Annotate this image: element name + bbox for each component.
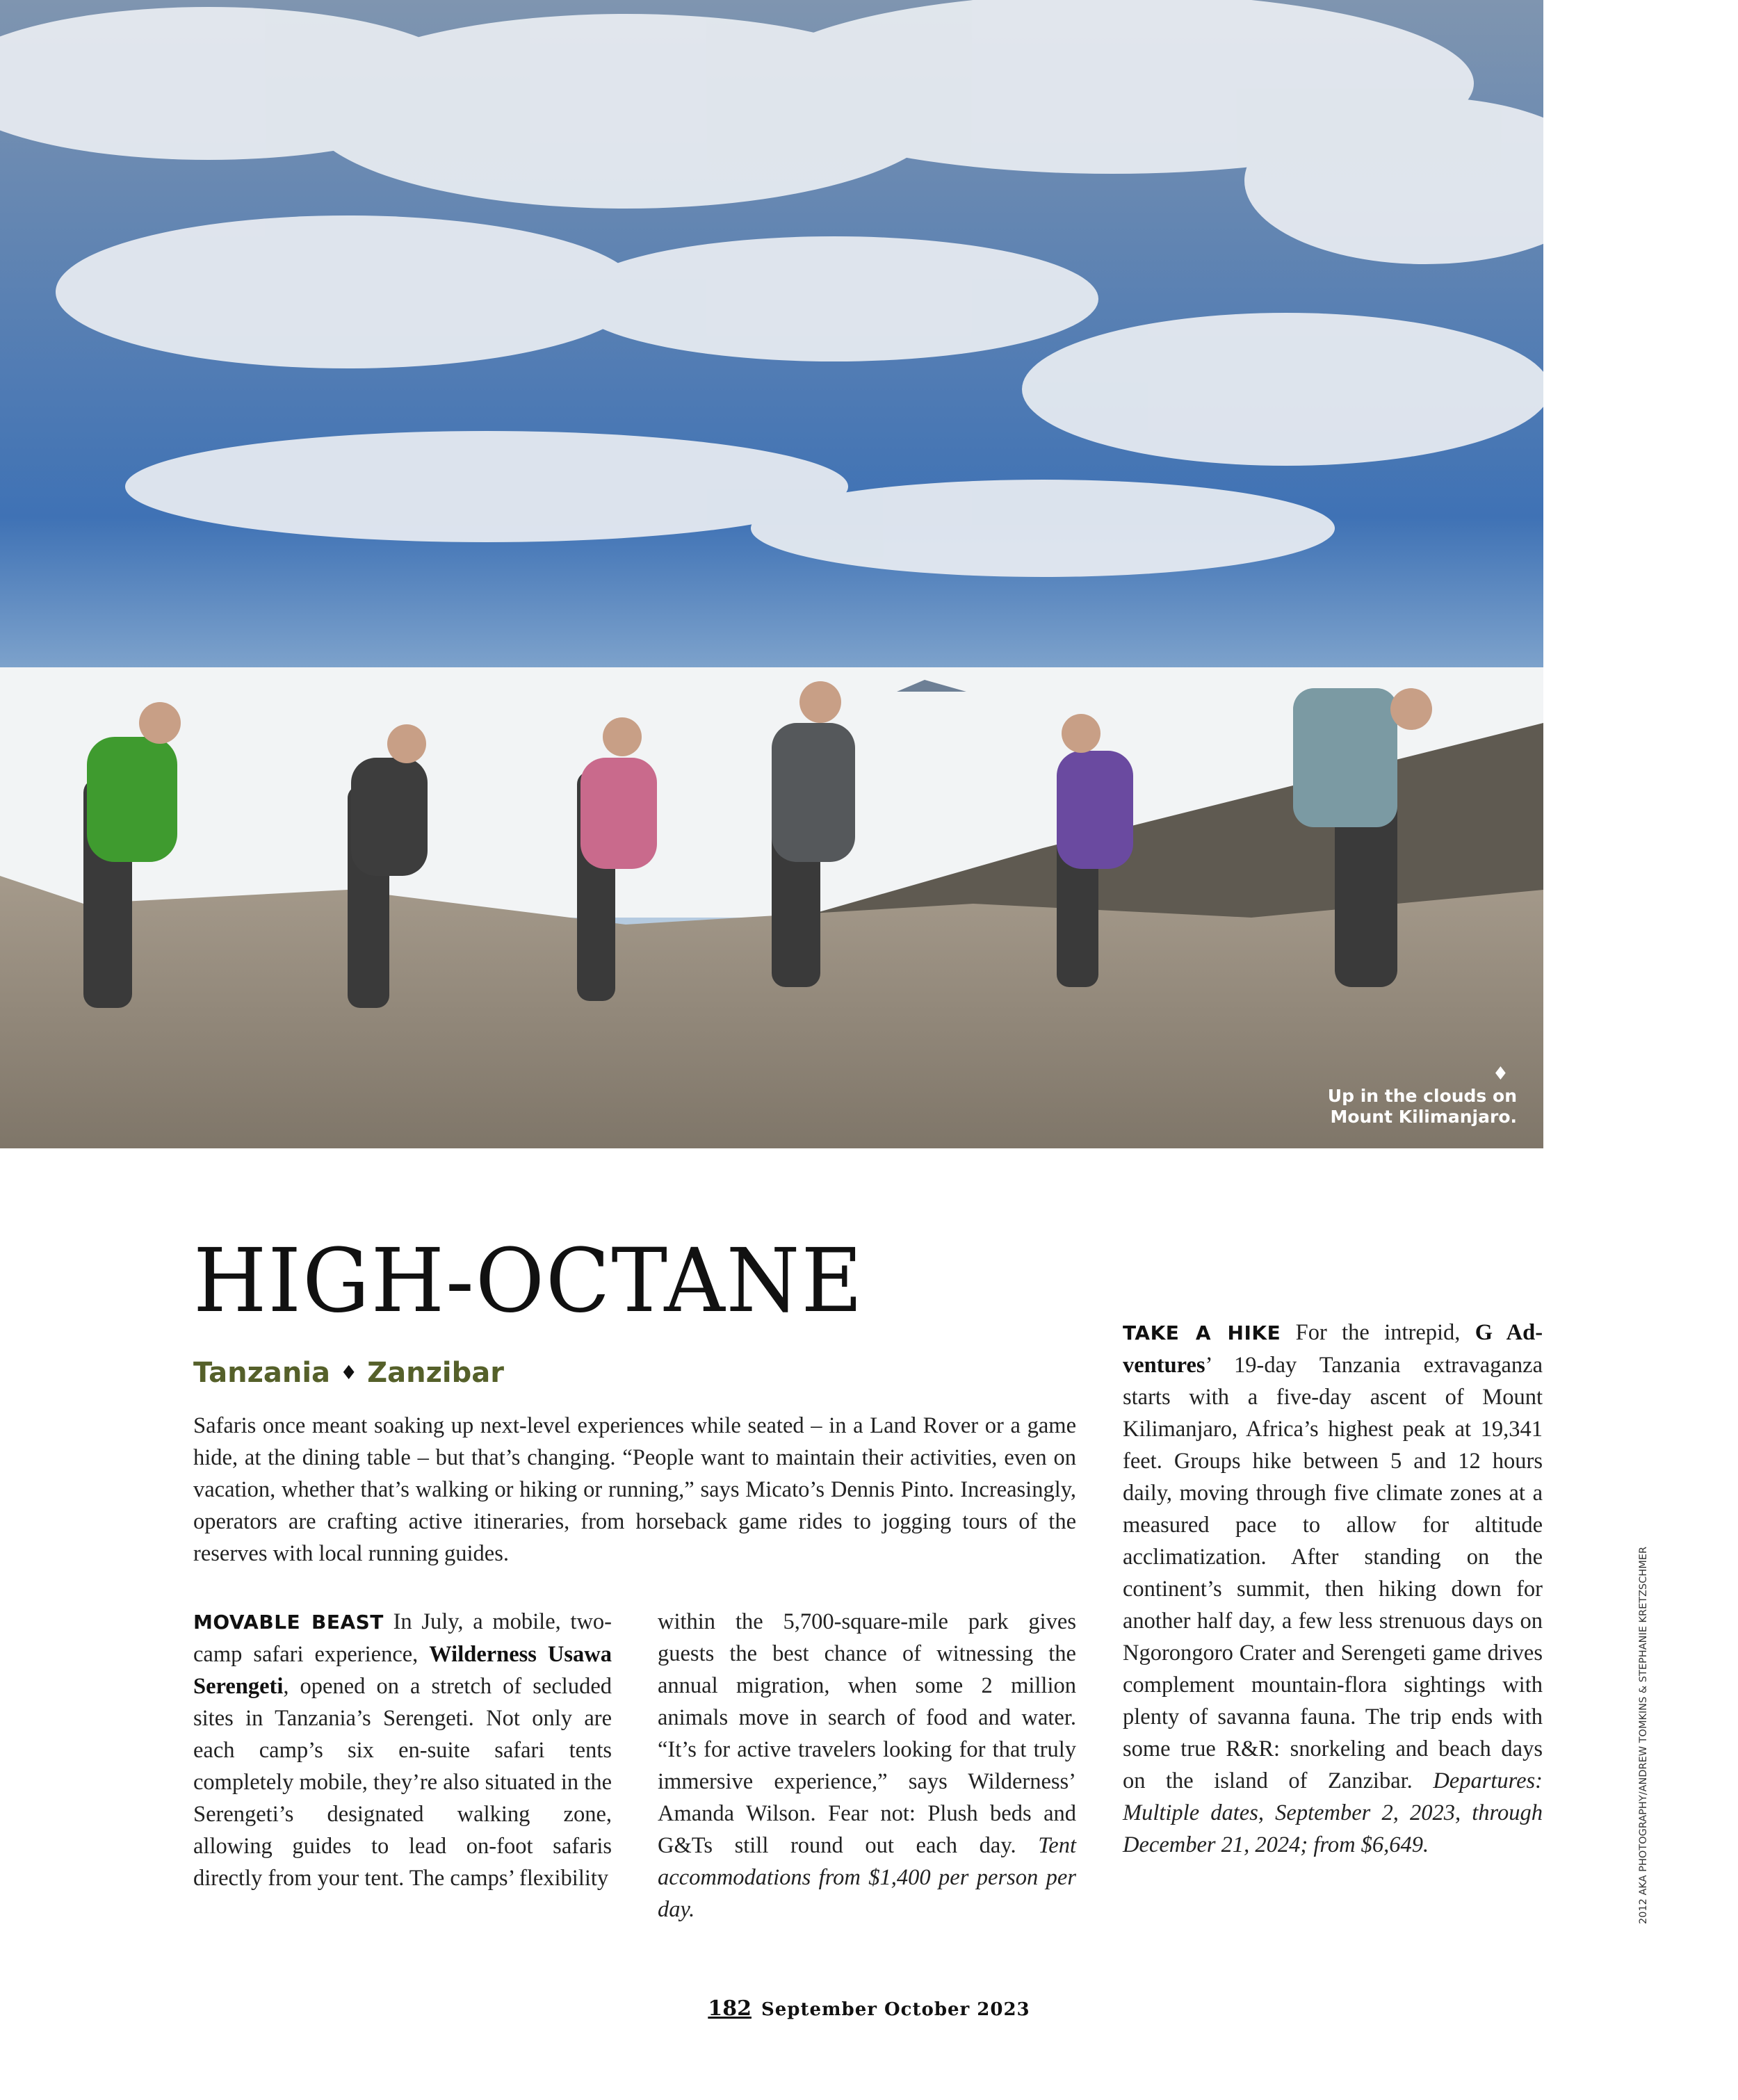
hikers-photo (0, 0, 1543, 1148)
destination-zanzibar: Zanzibar (367, 1357, 504, 1389)
column-take-a-hike (1123, 1317, 1543, 1861)
section1-continued: within the 5,700-square-mile park gives guests the best chance of witnessing the annual migration, when some 2 million animals move in search of food and water. “It’s for active travelers looking for that truly immersive experience,” says Wilderness’ Amanda Wilson. Fear not: Plush beds and G&Ts still round out each day. (658, 1609, 1076, 1858)
photo-credit: 2012 AKA PHOTOGRAPHY/ANDREW TOMKINS & STEPHANIE KRETZSCHMER (1638, 1546, 1649, 1924)
section2-body: ’ 19-day Tanzania extravaganza starts with a five-day ascent of Mount Kilimanjaro, Africa’s highest peak at 19,341 feet. Groups hike between 5 and 12 hours daily, moving through five climate zones at a measured pace to allow for altitude acclimatization. After standing on the continent’s summit, then hiking down for another half day, a few less strenuous days on Ngorongoro Crater and Serengeti game drives complement mountain-flora sightings with plenty of savanna fauna. The trip ends with some true R&R: snorkeling and beach days on the island of Zanzibar. (1123, 1353, 1543, 1793)
diamond-icon: ♦ (1492, 1064, 1509, 1084)
destination-line (193, 1359, 504, 1387)
wilderness-usawa-serengeti: Wilderness Usawa Serengeti (193, 1642, 612, 1699)
g-adventures: G Adventures (1123, 1320, 1543, 1378)
section1-price: Tent accommodations from $1,400 per person per day. (658, 1833, 1076, 1922)
intro-paragraph: Safaris once meant soaking up next-level experiences while seated – in a Land Rover or a game hide, at the dining table – but that’s changing. “People want to maintain their activities, even on vacation, whether that’s walking or hiking or running,” says Micato’s Dennis Pinto. Increasingly, operators are crafting active itineraries, from horseback game rides to jogging tours of the reserves with local running guides. (193, 1413, 1076, 1566)
caption-line-1: Up in the clouds on (1327, 1086, 1517, 1106)
column-movable-beast (193, 1606, 612, 1894)
photo-caption (1328, 1064, 1517, 1128)
folio (0, 1996, 1738, 2021)
section1-body: , opened on a stretch of secluded sites in Tanzania’s Serengeti. Not only are each camp’s six en-suite safari tents completely mobile, they’re also situated in the Serengeti’s designated walking zone, allowing guides to lead on-foot safaris directly from your tent. The camps’ flexibility (193, 1674, 612, 1891)
destination-tanzania: Tanzania (193, 1357, 331, 1389)
kicker-movable-beast: MOVABLE BEAST (193, 1611, 384, 1634)
caption-line-2: Mount Kilimanjaro. (1330, 1107, 1517, 1127)
section2-lead: For the intrepid, (1295, 1320, 1461, 1345)
section2-departures: Departures: Multiple dates, September 2, 2023, through December 21, 2024; from $6,649. (1123, 1768, 1543, 1857)
column-continued (658, 1606, 1076, 1926)
section1-lead: In July, a mobile, two-camp safari experience, (193, 1609, 612, 1667)
issue-date: September October 2023 (761, 1999, 1030, 2020)
kicker-take-a-hike: TAKE A HIKE (1123, 1321, 1281, 1344)
hero-photo (0, 0, 1543, 1148)
page-number: 182 (708, 1996, 752, 2021)
headline: HIGH-OCTANE (193, 1230, 864, 1332)
diamond-separator-icon: ♦ (340, 1361, 358, 1384)
